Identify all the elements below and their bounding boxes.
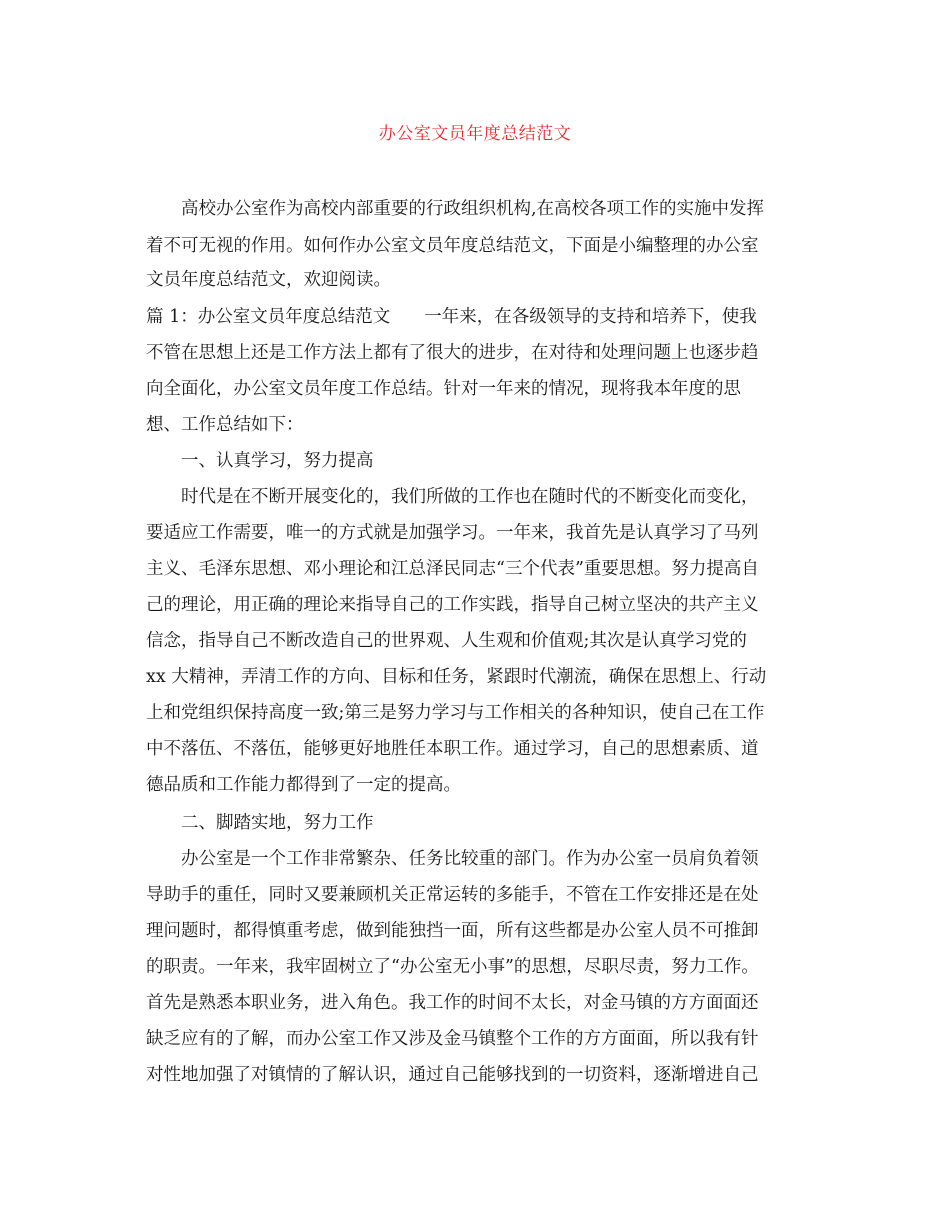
section1-line: 上和党组织保持高度一致;第三是努力学习与工作相关的各种知识，使自己在工作 xyxy=(146,703,765,723)
chapter-heading: 篇 1：办公室文员年度总结范文 xyxy=(146,307,391,327)
section2-line: 导助手的重任，同时又要兼顾机关正常运转的多能手，不管在工作安排还是在处 xyxy=(146,885,759,905)
section1-line: 主义、毛泽东思想、邓小理论和江总泽民同志“三个代表”重要思想。努力提高自 xyxy=(146,559,759,579)
chapter-line: 不管在思想上还是工作方法上都有了很大的进步，在对待和处理问题上也逐步趋 xyxy=(146,343,759,363)
section2-line: 对性地加强了对镇情的了解认识，通过自己能够找到的一切资料，逐渐增进自己 xyxy=(146,1065,759,1085)
section2-line: 办公室是一个工作非常繁杂、任务比较重的部门。作为办公室一员肩负着领 xyxy=(181,849,759,869)
section1-line: 德品质和工作能力都得到了一定的提高。 xyxy=(146,775,461,795)
section1-line: 信念，指导自己不断改造自己的世界观、人生观和价值观;其次是认真学习党的 xyxy=(146,631,747,651)
section1-line: 时代是在不断开展变化的，我们所做的工作也在随时代的不断变化而变化， xyxy=(181,487,759,507)
chapter-line xyxy=(146,304,806,330)
chapter-line: 想、工作总结如下： xyxy=(146,415,304,435)
section2-heading: 二、脚踏实地，努力工作 xyxy=(181,813,374,833)
chapter-first-line: 一年来，在各级领导的支持和培养下，使我 xyxy=(424,307,757,327)
section2-line: 首先是熟悉本职业务，进入角色。我工作的时间不太长，对金马镇的方方面面还 xyxy=(146,993,759,1013)
chapter-line: 向全面化，办公室文员年度工作总结。针对一年来的情况，现将我本年度的思 xyxy=(146,379,741,399)
section2-line: 的职责。一年来，我牢固树立了“办公室无小事”的思想，尽职尽责，努力工作。 xyxy=(146,957,759,977)
intro-line: 文员年度总结范文，欢迎阅读。 xyxy=(146,270,391,290)
section2-line: 缺乏应有的了解，而办公室工作又涉及金马镇整个工作的方方面面，所以我有针 xyxy=(146,1029,759,1049)
section1-line: xx 大精神，弄清工作的方向、目标和任务，紧跟时代潮流，确保在思想上、行动 xyxy=(146,667,767,687)
section1-line: 要适应工作需要，唯一的方式就是加强学习。一年来，我首先是认真学习了马列 xyxy=(146,523,759,543)
section1-heading: 一、认真学习，努力提高 xyxy=(181,451,374,471)
document-title: 办公室文员年度总结范文 xyxy=(378,124,572,144)
section1-line: 中不落伍、不落伍，能够更好地胜任本职工作。通过学习，自己的思想素质、道 xyxy=(146,739,759,759)
intro-line: 着不可无视的作用。如何作办公室文员年度总结范文，下面是小编整理的办公室 xyxy=(146,236,759,256)
section2-line: 理问题时，都得慎重考虑，做到能独挡一面，所有这些都是办公室人员不可推卸 xyxy=(146,921,759,941)
intro-line: 高校办公室作为高校内部重要的行政组织机构,在高校各项工作的实施中发挥 xyxy=(181,199,765,219)
section1-line: 己的理论，用正确的理论来指导自己的工作实践，指导自己树立坚决的共产主义 xyxy=(146,595,759,615)
